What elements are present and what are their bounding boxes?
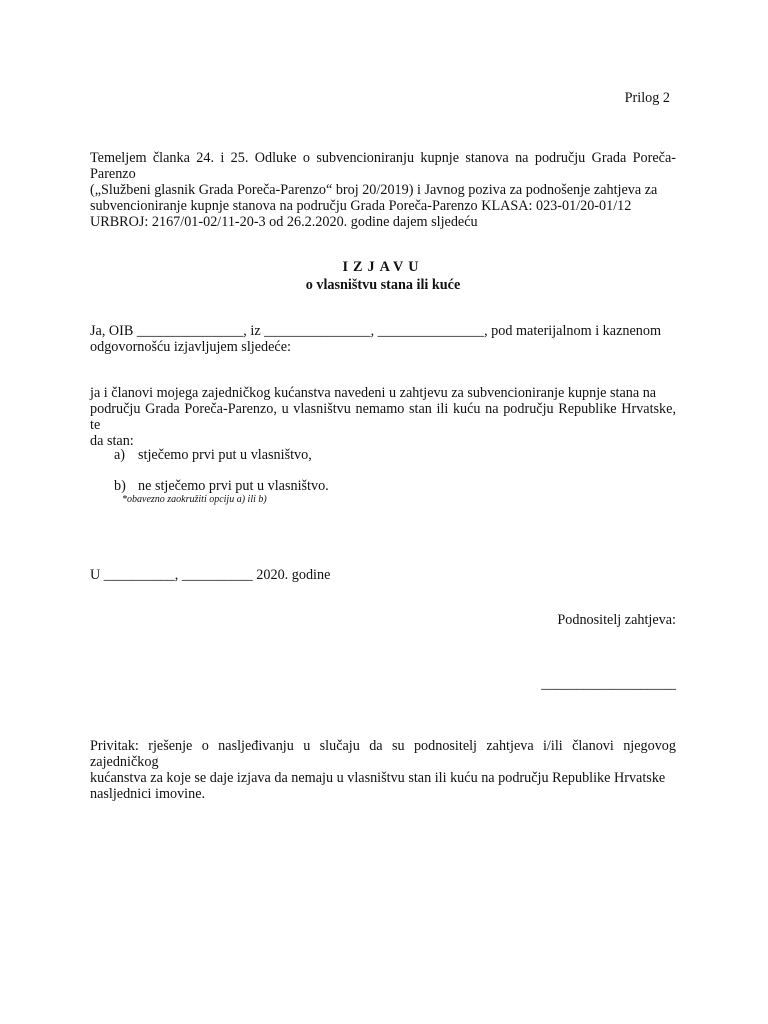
document-title: IZJAVU <box>342 259 424 275</box>
intro-paragraph <box>90 150 676 230</box>
declaration-line: ja i članovi mojega zajedničkog kućanstva navedeni u zahtjevu za subvencioniranje kupnje stana na <box>90 385 657 401</box>
statement-line: Ja, OIB _______________, iz _______________, _______________, pod materijalnom i kaznenom <box>90 323 661 339</box>
place-date-line: U __________, __________ 2020. godine <box>90 567 331 583</box>
document-subtitle: o vlasništvu stana ili kuće <box>305 277 461 293</box>
applicant-label: Podnositelj zahtjeva: <box>557 612 676 628</box>
signature-line: ___________________ <box>541 676 676 692</box>
intro-line: („Službeni glasnik Grada Poreča-Parenzo“ broj 20/2019) i Javnog poziva za podnošenje zahtjeva za <box>90 182 658 198</box>
attachment-line: kućanstva za koje se daje izjava da nemaju u vlasništvu stan ili kuću na području Republike Hrvatske <box>90 770 666 786</box>
attachment-paragraph <box>90 738 676 802</box>
option-a-mark: a) <box>114 447 126 463</box>
option-b <box>114 478 329 494</box>
attachment-line: nasljednici imovine. <box>90 786 206 802</box>
declaration-line: području Grada Poreča-Parenzo, u vlasništvu nemamo stan ili kuću na području Republike Hrvatske, te <box>90 401 676 433</box>
declaration-line: da stan: <box>90 433 134 449</box>
option-a <box>114 447 312 463</box>
statement-line: odgovornošću izjavljujem sljedeće: <box>90 339 291 355</box>
intro-line: Temeljem članka 24. i 25. Odluke o subvencioniranju kupnje stanova na području Grada Poreča-Parenzo <box>90 150 676 182</box>
intro-line: URBROJ: 2167/01-02/11-20-3 od 26.2.2020. godine dajem sljedeću <box>90 214 478 230</box>
option-a-text: stječemo prvi put u vlasništvo, <box>138 447 312 463</box>
declaration-paragraph <box>90 385 676 449</box>
option-note: *obavezno zaokružiti opciju a) ili b) <box>122 494 267 505</box>
attachment-line: Privitak: rješenje o nasljeđivanju u slučaju da su podnositelj zahtjeva i/ili članovi njegovog zajedničkog <box>90 738 676 770</box>
annex-label: Prilog 2 <box>624 90 670 106</box>
option-b-mark: b) <box>114 478 126 494</box>
option-b-text: ne stječemo prvi put u vlasništvo. <box>138 478 329 494</box>
statement-paragraph <box>90 323 676 355</box>
intro-line: subvencioniranje kupnje stanova na području Grada Poreča-Parenzo KLASA: 023-01/20-01/12 <box>90 198 632 214</box>
